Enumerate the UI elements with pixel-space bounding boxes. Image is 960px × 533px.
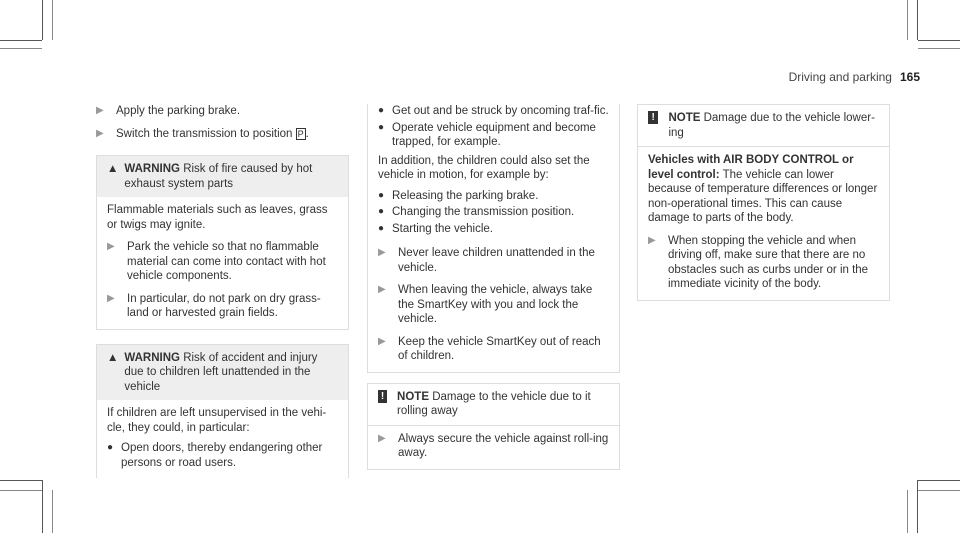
step-text: Keep the vehicle SmartKey out of reach of children. bbox=[398, 335, 601, 362]
note-header bbox=[638, 105, 889, 147]
crop-mark bbox=[907, 490, 908, 533]
crop-mark bbox=[42, 480, 43, 533]
crop-mark bbox=[918, 490, 960, 491]
step bbox=[96, 104, 349, 119]
step-text: Switch the transmission to position P . bbox=[116, 127, 309, 140]
bullet-text: Open doors, thereby endangering other persons or road users. bbox=[121, 442, 323, 469]
arrow-icon: ▶ bbox=[378, 335, 386, 347]
arrow-icon: ▶ bbox=[107, 292, 115, 304]
bullet-text: Releasing the parking brake. bbox=[392, 189, 539, 202]
note-body bbox=[368, 426, 619, 469]
step-text: Never leave children unattended in the vehicle. bbox=[398, 247, 595, 274]
paragraph: In addition, the children could also set the vehicle in motion, for example by: bbox=[378, 154, 590, 181]
arrow-icon: ▶ bbox=[378, 284, 386, 295]
section-title: Driving and parking bbox=[788, 70, 892, 84]
note-body bbox=[638, 147, 889, 300]
step bbox=[378, 246, 609, 275]
warning-title: Risk of fire caused by hot exhaust system parts bbox=[124, 163, 313, 190]
step-text: When leaving the vehicle, always take the SmartKey with you and lock the vehicle. bbox=[398, 284, 593, 325]
exclamation-icon: ! bbox=[378, 390, 387, 403]
crop-mark bbox=[918, 40, 960, 41]
arrow-icon: ▶ bbox=[378, 247, 386, 258]
bullet-item bbox=[378, 222, 609, 237]
step-text: Apply the parking brake. bbox=[116, 105, 241, 117]
note-title: Damage due to the vehicle lower-ing bbox=[668, 112, 875, 139]
column-3 bbox=[637, 104, 890, 301]
crop-mark bbox=[918, 480, 960, 481]
bullet-item bbox=[378, 104, 609, 119]
warning-body bbox=[97, 197, 348, 329]
warning-label: WARNING bbox=[124, 351, 180, 364]
note-label: NOTE bbox=[397, 390, 429, 403]
column-2 bbox=[367, 104, 620, 470]
warning-text: If children are left unsupervised in the vehi-cle, they could, in particular: bbox=[107, 407, 327, 434]
note-header bbox=[368, 384, 619, 426]
bullet-text: Starting the vehicle. bbox=[392, 222, 494, 235]
warning-text: Flammable materials such as leaves, grass or twigs may ignite. bbox=[107, 204, 328, 231]
note-heading: Vehicles with AIR BODY CONTROL or level control: bbox=[648, 154, 854, 181]
warning-triangle-icon: ▲ bbox=[107, 163, 119, 175]
running-header bbox=[789, 70, 920, 85]
step bbox=[648, 234, 879, 292]
arrow-icon: ▶ bbox=[107, 241, 115, 252]
step bbox=[378, 283, 609, 327]
crop-mark bbox=[0, 480, 42, 481]
bullet-icon: ● bbox=[378, 206, 385, 217]
exclamation-icon: ! bbox=[648, 111, 658, 124]
bullet-text: Get out and be struck by oncoming traf-fic. bbox=[392, 105, 609, 117]
step-text: In particular, do not park on dry grass-land or harvested grain fields. bbox=[127, 292, 321, 319]
step bbox=[96, 127, 349, 142]
arrow-icon: ▶ bbox=[96, 127, 104, 139]
bullet-icon: ● bbox=[378, 189, 385, 201]
warning-title: Risk of accident and injury due to children left unattended in the vehicle bbox=[124, 351, 318, 393]
note-box-rolling bbox=[367, 383, 620, 470]
crop-mark bbox=[0, 490, 42, 491]
bullet-icon: ● bbox=[378, 121, 385, 133]
page-number: 165 bbox=[899, 70, 920, 84]
note-label: NOTE bbox=[668, 112, 701, 124]
warning-label: WARNING bbox=[124, 163, 180, 175]
step bbox=[378, 335, 609, 364]
step bbox=[107, 240, 338, 284]
note-title: Damage to the vehicle due to it rolling away bbox=[397, 390, 591, 417]
bullet-item bbox=[378, 189, 609, 204]
crop-mark bbox=[42, 0, 43, 40]
crop-mark bbox=[907, 0, 908, 40]
warning-continued bbox=[367, 104, 620, 373]
step bbox=[378, 432, 609, 461]
warning-box-children bbox=[96, 344, 349, 479]
warning-header bbox=[97, 156, 348, 197]
step bbox=[107, 292, 338, 321]
note-box-lowering bbox=[637, 104, 890, 301]
park-position-icon: P bbox=[297, 128, 304, 139]
bullet-item bbox=[378, 205, 609, 220]
step-text: Always secure the vehicle against roll-ing away. bbox=[398, 432, 609, 459]
bullet-icon: ● bbox=[378, 105, 385, 116]
step-text: Park the vehicle so that no flammable material can come into contact with hot vehicle components. bbox=[127, 241, 326, 282]
crop-mark bbox=[918, 48, 960, 49]
note-text: Vehicles with AIR BODY CONTROL or level control: The vehicle can lower because of temperature differences or longer non-operational times. This can cause damage to parts of the body. bbox=[648, 154, 878, 224]
warning-body bbox=[97, 400, 348, 478]
column-1 bbox=[96, 104, 349, 478]
crop-mark bbox=[0, 48, 42, 49]
arrow-icon: ▶ bbox=[378, 432, 386, 444]
warning-box-fire bbox=[96, 155, 349, 330]
arrow-icon: ▶ bbox=[96, 105, 104, 116]
crop-mark bbox=[917, 0, 918, 40]
bullet-item bbox=[378, 121, 609, 150]
step-text: When stopping the vehicle and when driving off, make sure that there are no obstacles such as curbs under or in the immediate vicinity of the body. bbox=[668, 234, 869, 290]
crop-mark bbox=[52, 490, 53, 533]
crop-mark bbox=[52, 0, 53, 40]
warning-triangle-icon: ▲ bbox=[107, 351, 119, 364]
bullet-text: Changing the transmission position. bbox=[392, 206, 575, 218]
bullet-icon: ● bbox=[378, 222, 385, 234]
arrow-icon: ▶ bbox=[648, 234, 656, 246]
bullet-icon: ● bbox=[107, 442, 114, 453]
crop-mark bbox=[917, 480, 918, 533]
bullet-text: Operate vehicle equipment and become trapped, for example. bbox=[392, 121, 596, 148]
crop-mark bbox=[0, 40, 42, 41]
warning-header bbox=[97, 345, 348, 401]
bullet-item bbox=[107, 441, 338, 470]
